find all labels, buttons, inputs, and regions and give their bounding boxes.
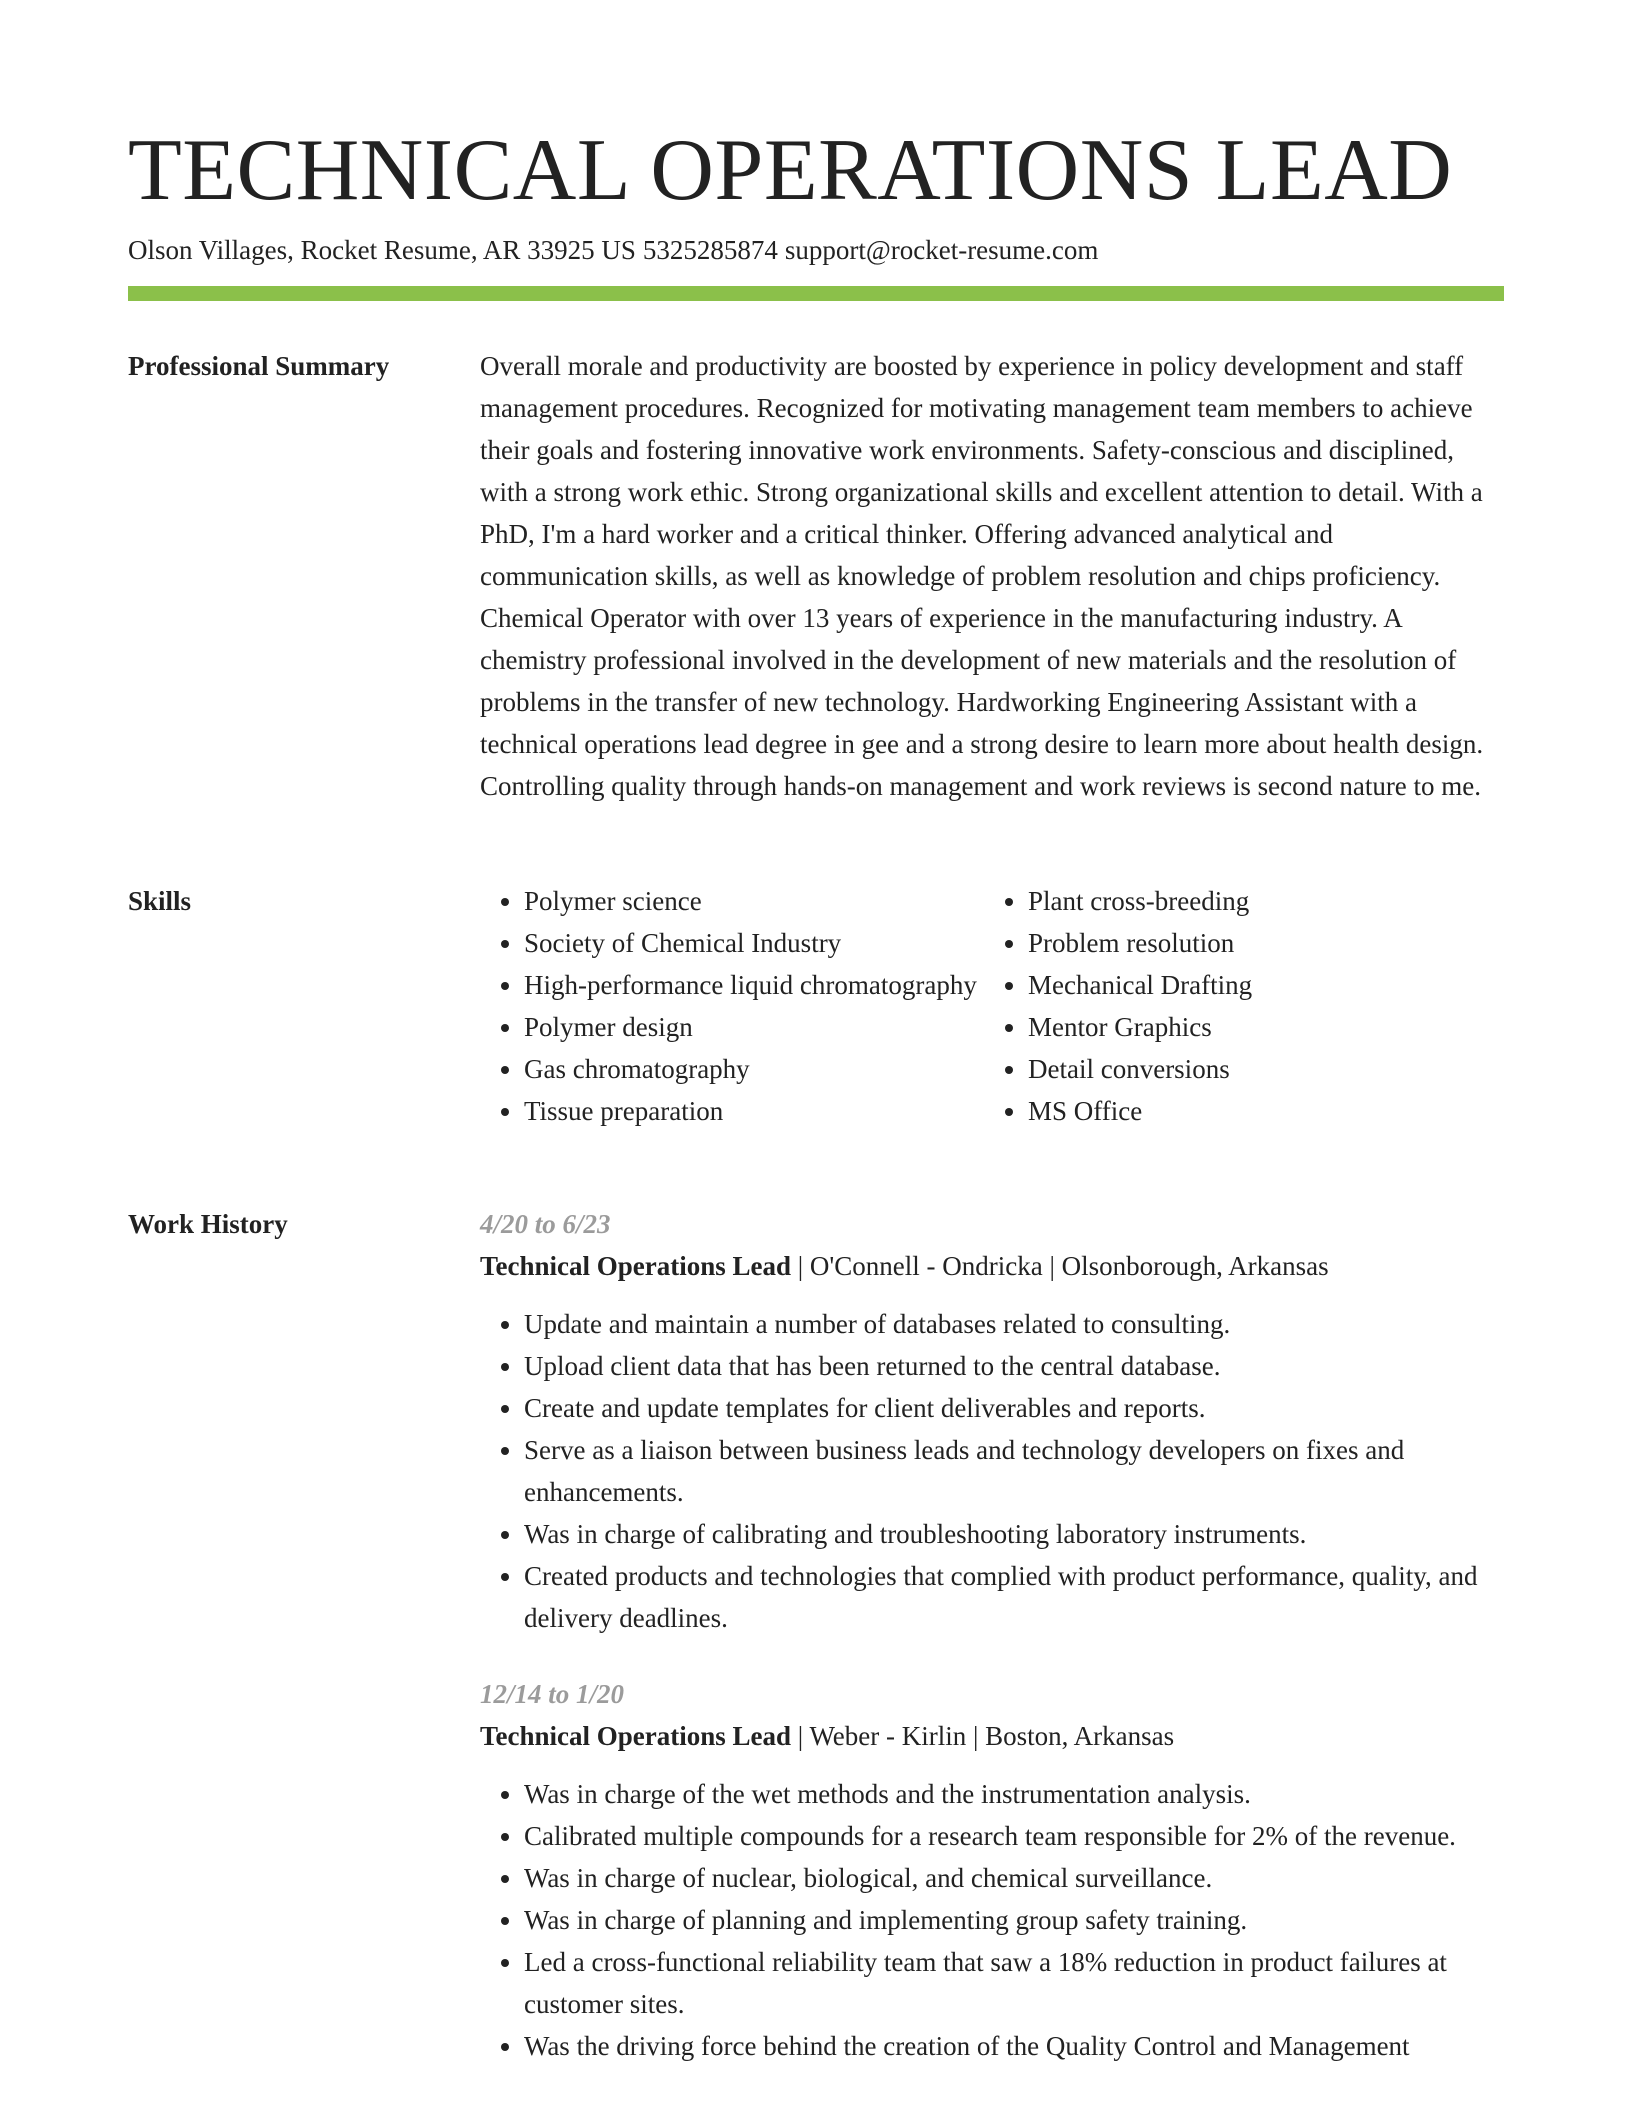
duty-item: • Create and update templates for client deliverables and reports. [524, 1387, 1504, 1429]
job-employer-location: | Weber - Kirlin | Boston, Arkansas [791, 1721, 1175, 1751]
job-entry [480, 1203, 1504, 1639]
duty-item: • Was in charge of the wet methods and the instrumentation analysis. [524, 1773, 1504, 1815]
duty-item: • Update and maintain a number of databases related to consulting. [524, 1303, 1504, 1345]
skill-item: • Polymer design [524, 1006, 984, 1048]
skill-item: • Gas chromatography [524, 1048, 984, 1090]
skills-list-left [480, 880, 984, 1132]
work-history-body [480, 1203, 1504, 2101]
job-title: Technical Operations Lead [480, 1721, 792, 1751]
job-title: Technical Operations Lead [480, 1251, 792, 1281]
contact-phone: 5325285874 [642, 235, 778, 265]
duty-item: • Led a cross-functional reliability team that saw a 18% reduction in product failures at customer sites. [524, 1941, 1504, 2025]
contact-line [128, 232, 1098, 268]
skill-item: • Mentor Graphics [1028, 1006, 1488, 1048]
duty-item: • Calibrated multiple compounds for a research team responsible for 2% of the revenue. [524, 1815, 1504, 1857]
skill-item: • Society of Chemical Industry [524, 922, 984, 964]
duty-item: • Was the driving force behind the creation of the Quality Control and Management [524, 2025, 1504, 2067]
job-duties [480, 1773, 1504, 2067]
skill-item: • Polymer science [524, 880, 984, 922]
accent-divider [128, 286, 1504, 301]
summary-heading: Professional Summary [128, 351, 390, 381]
contact-address: Olson Villages, Rocket Resume, AR 33925 US [128, 235, 636, 265]
job-title-line [480, 1715, 1504, 1757]
duty-item: • Upload client data that has been returned to the central database. [524, 1345, 1504, 1387]
duty-item: • Serve as a liaison between business leads and technology developers on fixes and enhancements. [524, 1429, 1504, 1513]
job-dates: 12/14 to 1/20 [480, 1679, 625, 1709]
job-dates: 4/20 to 6/23 [480, 1209, 611, 1239]
resume-name: TECHNICAL OPERATIONS LEAD [128, 122, 1453, 219]
skill-item: • Mechanical Drafting [1028, 964, 1488, 1006]
job-entry [480, 1673, 1504, 2067]
skill-item: • High-performance liquid chromatography [524, 964, 984, 1006]
skills-heading: Skills [128, 886, 192, 916]
skill-item: • Tissue preparation [524, 1090, 984, 1132]
contact-email: support@rocket-resume.com [784, 235, 1099, 265]
skill-item: • MS Office [1028, 1090, 1488, 1132]
duty-item: • Was in charge of nuclear, biological, and chemical surveillance. [524, 1857, 1504, 1899]
skill-item: • Plant cross-breeding [1028, 880, 1488, 922]
duty-item: • Was in charge of planning and implementing group safety training. [524, 1899, 1504, 1941]
duty-item: • Was in charge of calibrating and troubleshooting laboratory instruments. [524, 1513, 1504, 1555]
job-duties [480, 1303, 1504, 1639]
duty-item: • Created products and technologies that complied with product performance, quality, and delivery deadlines. [524, 1555, 1504, 1639]
summary-text: Overall morale and productivity are boosted by experience in policy development and staff management procedures. Recognized for motivating management team members to achieve their goals and fostering innovative work environments. Safety-conscious and disciplined, with a strong work ethic. Strong organizational skills and excellent attention to detail. With a PhD, I'm a hard worker and a critical thinker. Offering advanced analytical and communication skills, as well as knowledge of problem resolution and chips proficiency. Chemical Operator with over 13 years of experience in the manufacturing industry. A chemistry professional involved in the development of new materials and the resolution of problems in the transfer of new technology. Hardworking Engineering Assistant with a technical operations lead degree in gee and a strong desire to learn more about health design. Controlling quality through hands-on management and work reviews is second nature to me. [480, 351, 1484, 801]
work-history-heading: Work History [128, 1209, 288, 1239]
job-employer-location: | O'Connell - Ondricka | Olsonborough, Arkansas [791, 1251, 1329, 1281]
skill-item: • Problem resolution [1028, 922, 1488, 964]
summary-body [480, 345, 1504, 807]
skill-item: • Detail conversions [1028, 1048, 1488, 1090]
job-title-line [480, 1245, 1504, 1287]
skills-list-right [984, 880, 1488, 1132]
skills-body [480, 880, 1504, 1132]
